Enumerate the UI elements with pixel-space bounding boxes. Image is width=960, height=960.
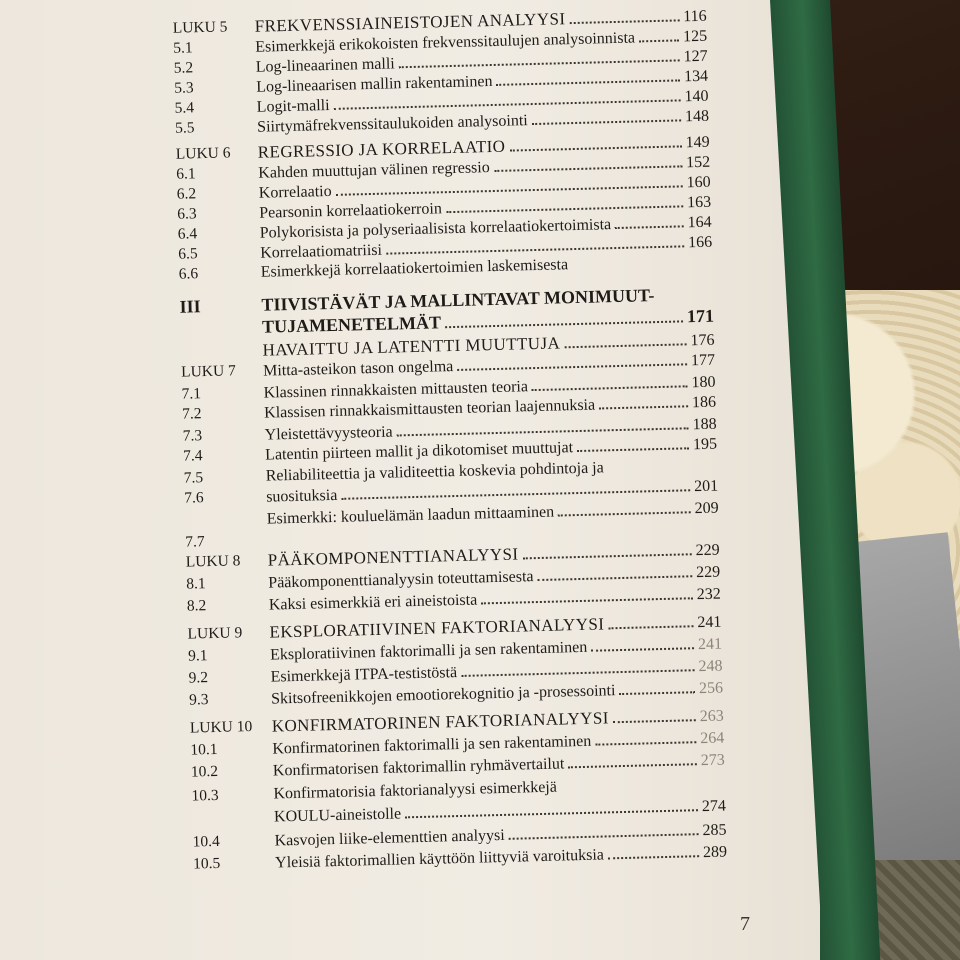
toc-entry-page: 186 <box>691 393 717 412</box>
toc-entry-number: 7.1 <box>181 385 202 403</box>
toc-entry-page: 273 <box>700 751 725 770</box>
toc-entry-page: 248 <box>698 657 723 676</box>
toc-entry-number: 6.6 <box>178 265 199 283</box>
toc-entry-page: 285 <box>702 821 727 840</box>
toc-entry-number: 9.2 <box>188 669 209 687</box>
toc-entry-title: suosituksia <box>266 486 338 506</box>
toc-entry-number: 10.1 <box>190 740 218 759</box>
toc-entry-page: 176 <box>690 331 715 350</box>
dot-leader <box>531 105 681 125</box>
toc-entry-number: 10.2 <box>190 762 219 781</box>
dot-leader <box>615 211 684 229</box>
toc-entry-page: 166 <box>687 233 713 252</box>
dot-leader <box>612 705 695 723</box>
toc-entry-title: Logit-malli <box>256 96 330 116</box>
dot-leader <box>569 5 679 24</box>
toc-entry-title: KOULU-aineistolle <box>273 805 402 826</box>
dot-leader <box>537 561 692 581</box>
toc-entry-number: 7.7 <box>185 533 205 551</box>
toc-entry-title: Kaksi esimerkkiä eri aineistoista <box>268 591 478 614</box>
toc-entry-title: Pearsonin korrelaatiokerroin <box>259 200 443 222</box>
toc-entry-page: 232 <box>696 585 721 604</box>
toc-entry-number: 6.1 <box>176 165 196 183</box>
toc-entry-title: Eksploratiivinen faktorimalli ja sen rakentaminen <box>269 638 588 664</box>
toc-entry-number: 9.3 <box>188 691 209 709</box>
toc-entry-page: 229 <box>695 563 721 582</box>
toc-entry-page: 125 <box>682 27 708 46</box>
toc-entry-title: Yleistettävyysteoria <box>264 423 393 444</box>
toc-entry-title: Konfirmatorisen faktorimallin ryhmävertailut <box>272 755 565 780</box>
toc-entry-page: 241 <box>697 613 722 632</box>
toc-entry-page: 177 <box>690 351 716 370</box>
toc-entry-page: 140 <box>684 87 709 106</box>
toc-entry-title: Reliabiliteettia ja validiteettia koskevia pohdintoja ja <box>265 459 604 485</box>
toc-entry-page: 171 <box>686 305 715 327</box>
toc-entry-number: LUKU 6 <box>175 144 231 163</box>
toc-entry-number: 5.2 <box>173 59 194 77</box>
toc-entry-number: LUKU 8 <box>185 552 241 571</box>
toc-entry-title: TUJAMENETELMÄT <box>261 312 442 337</box>
toc-entry-page: 127 <box>683 47 708 66</box>
toc-entry-title: FREKVENSSIAINEISTOJEN ANALYYSI <box>254 9 566 36</box>
toc-entry-title: Esimerkki: kouluelämän laadun mittaaminen <box>266 503 555 528</box>
dot-leader <box>564 329 687 348</box>
toc-entry-number: 9.1 <box>187 647 208 665</box>
dot-leader <box>445 306 683 328</box>
toc-entry-number: III <box>179 296 201 317</box>
toc-entry-page: 201 <box>693 477 719 496</box>
dot-leader <box>522 539 692 559</box>
dot-leader <box>508 819 698 840</box>
toc-entry-title: Mitta-asteikon tason ongelma <box>262 358 454 380</box>
toc-entry-title: Korrelaatio <box>258 182 332 202</box>
toc-entry-title: Konfirmatorinen faktorimalli ja sen rakentaminen <box>272 732 592 758</box>
toc-entry-number: 7.4 <box>182 447 203 465</box>
toc-entry-number: 7.5 <box>183 469 204 487</box>
toc-entry-number: 6.3 <box>177 205 197 223</box>
toc-entry-title: PÄÄKOMPONENTTIANALYYSI <box>267 544 519 570</box>
dot-leader <box>496 65 680 85</box>
toc-entry-page: 134 <box>683 67 709 86</box>
toc-entry-page: 241 <box>697 635 723 654</box>
toc-entry-number: LUKU 10 <box>189 718 253 737</box>
dot-leader <box>591 633 694 652</box>
toc-entry-page: 195 <box>692 435 718 454</box>
toc-entry-title: Konfirmatorisia faktorianalyysi esimerkkejä <box>273 778 558 803</box>
toc-entry-page: 256 <box>698 679 724 698</box>
toc-entry-title: Esimerkkejä korrelaatiokertoimien laskemisesta <box>260 256 569 281</box>
toc-entry-page: 149 <box>685 133 710 152</box>
toc-entry-number: 8.2 <box>186 597 207 615</box>
toc-entry-page: 229 <box>695 541 720 560</box>
dot-leader <box>577 433 689 452</box>
toc-entry-number: 5.1 <box>173 39 193 57</box>
toc-entry-title: Skitsofreenikkojen emootiorekognitio ja -prosessointi <box>270 682 616 708</box>
toc-entry-number: 10.3 <box>191 786 219 805</box>
toc-entry-title: TIIVISTÄVÄT JA MALLINTAVAT MONIMUUT- <box>261 285 655 315</box>
toc-entry-number: 8.1 <box>186 575 206 593</box>
dot-leader <box>558 497 691 516</box>
toc-entry-number: 5.4 <box>174 99 195 117</box>
toc-entry-number: 7.6 <box>184 489 204 507</box>
dot-leader <box>608 841 700 859</box>
toc-entry-number: 10.4 <box>192 832 220 851</box>
toc-entry-page: 188 <box>692 415 717 434</box>
toc-entry-title: HAVAITTU JA LATENTTI MUUTTUJA <box>262 333 561 360</box>
toc-entry-page: 264 <box>700 729 725 748</box>
toc-entry-title: Kahden muuttujan välinen regressio <box>258 159 490 182</box>
toc-entry-title: Yleisiä faktorimallien käyttöön liittyviä varoituksia <box>274 846 605 872</box>
toc-entry-title: Kasvojen liike-elementtien analyysi <box>274 826 505 850</box>
dot-leader <box>493 151 682 172</box>
toc-entry-number: 10.5 <box>192 854 221 873</box>
toc-entry-page: 152 <box>685 153 711 172</box>
toc-entry-page: 164 <box>687 213 712 232</box>
toc-entry-number: LUKU 5 <box>172 18 228 37</box>
toc-entry-title: Siirtymäfrekvenssitaulukoiden analysointi <box>256 112 528 136</box>
toc-entry-title: KONFIRMATORINEN FAKTORIANALYYSI <box>271 708 609 736</box>
toc-entry-page: 209 <box>694 499 719 518</box>
toc-entry-number: 7.2 <box>181 405 202 423</box>
dot-leader <box>639 25 679 42</box>
toc-entry-number: 5.5 <box>174 119 195 137</box>
toc-entry-page: 148 <box>684 107 710 126</box>
toc-entry-title: Esimerkkejä erikokoisten frekvenssitaulujen analysoinnista <box>255 29 636 56</box>
toc-entry-page: 160 <box>686 173 711 192</box>
toc-entry-page: 180 <box>691 373 716 392</box>
toc-entry-number: 6.2 <box>176 185 197 203</box>
toc-entry-number: 6.4 <box>177 225 198 243</box>
toc-entry-title: Log-lineaarinen malli <box>255 55 395 76</box>
toc-entry-number: 7.3 <box>182 427 203 445</box>
toc-entry-number: 5.3 <box>174 79 194 97</box>
toc-entry-page: 274 <box>701 797 727 816</box>
toc-entry-number: 6.5 <box>178 245 198 263</box>
toc-entry-page: 263 <box>699 707 724 726</box>
page-number: 7 <box>740 913 750 935</box>
dot-leader <box>599 391 688 409</box>
dot-leader <box>595 727 696 745</box>
toc-entry-title: Korrelaatiomatriisi <box>260 241 383 262</box>
dot-leader <box>509 131 682 151</box>
toc-entry-title: Pääkomponenttianalyysin toteuttamisesta <box>268 568 534 592</box>
toc-entry-number: LUKU 7 <box>180 362 237 381</box>
toc-entry-title: Esimerkkejä ITPA-testistöstä <box>270 664 458 686</box>
toc-entry-title: Polykorisista ja polyseriaalisista korrelaatiokertoimista <box>259 216 612 242</box>
dot-leader <box>568 749 697 768</box>
toc-entry-page: 289 <box>702 843 728 862</box>
toc-entry-page: 116 <box>683 7 707 26</box>
dot-leader <box>619 677 695 695</box>
toc-entry-title: Log-lineaarisen mallin rakentaminen <box>256 72 493 96</box>
toc-entry-title: Klassinen rinnakkaisten mittausten teoria <box>263 378 529 402</box>
toc-entry-title: Latentin piirteen mallit ja dikotomiset muuttujat <box>264 439 574 464</box>
toc-entry-page: 163 <box>686 193 712 212</box>
dot-leader <box>532 371 688 391</box>
toc-entry-title: EKSPLORATIIVINEN FAKTORIANALYYSI <box>269 614 605 642</box>
toc-entry-title: REGRESSIO JA KORRELAATIO <box>257 136 506 162</box>
dot-leader <box>608 611 693 629</box>
toc-entry-number: LUKU 9 <box>187 624 243 643</box>
toc-entry-title: Klassisen rinnakkaismittausten teorian laajennuksia <box>263 396 596 422</box>
